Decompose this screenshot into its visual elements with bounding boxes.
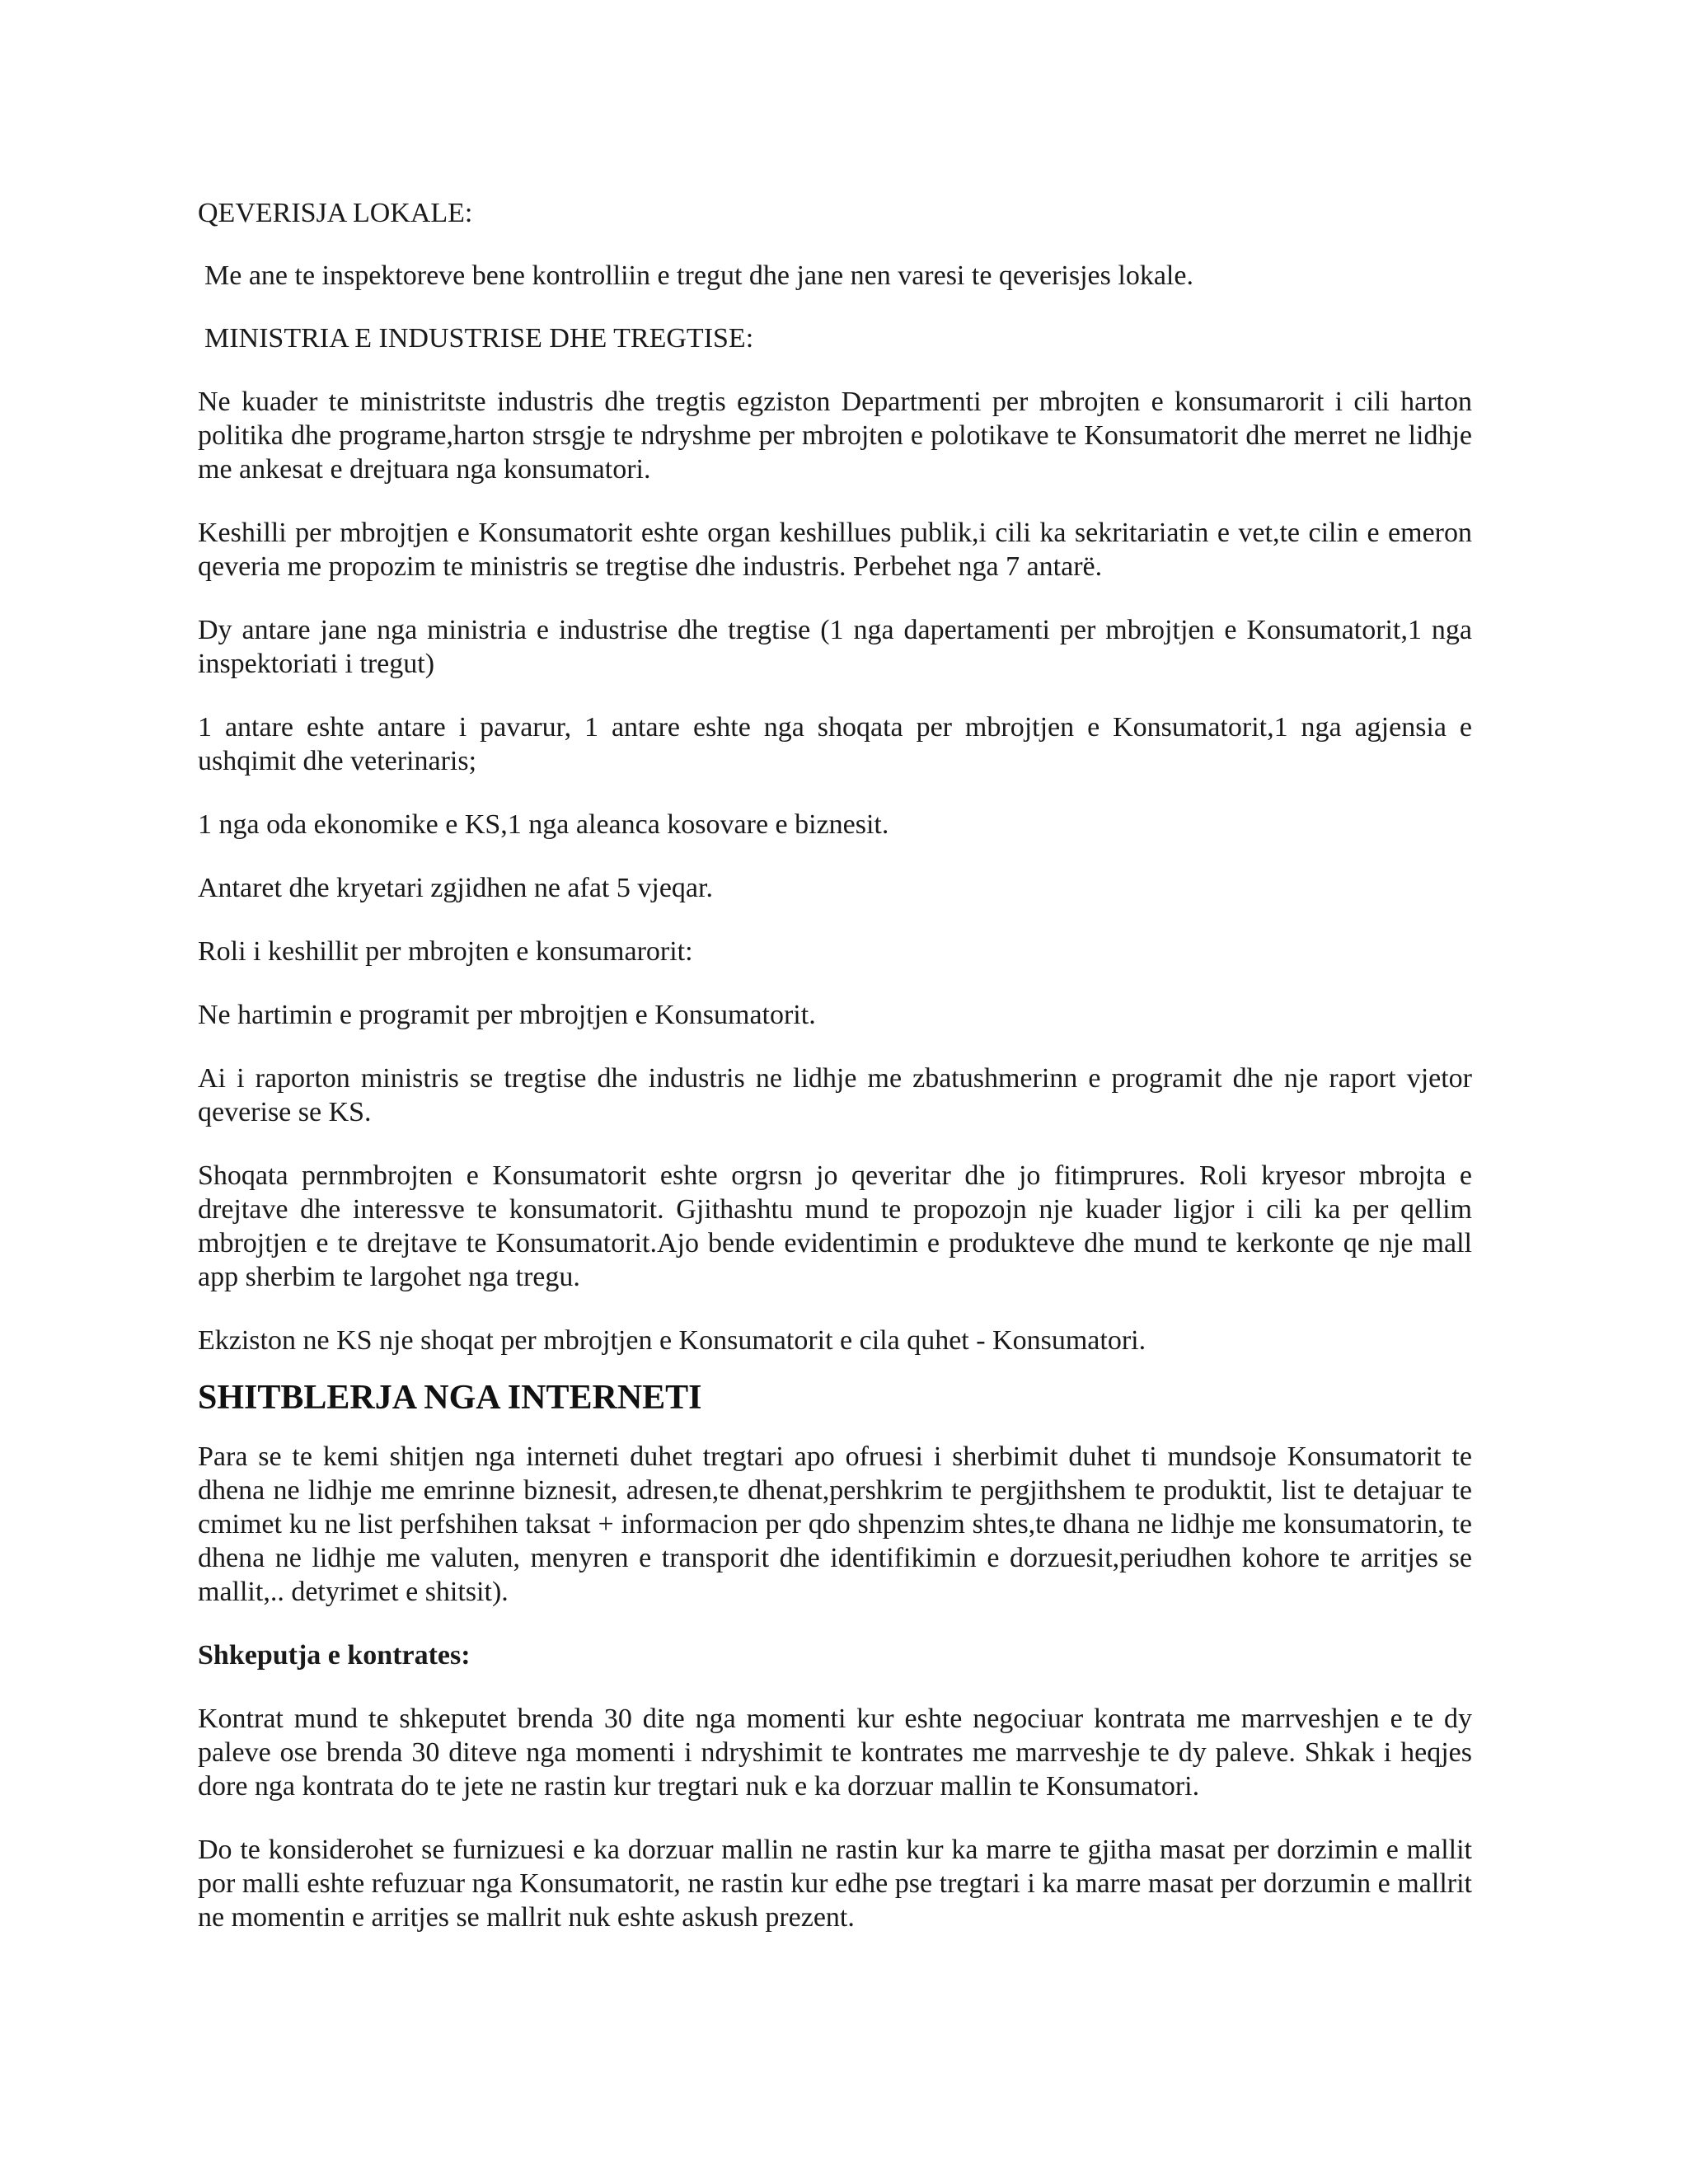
paragraph: Ne kuader te ministritste industris dhe tregtis egziston Departmenti per mbrojten e konsumarorit i cili harton politika dhe programe,harton strsgje te ndryshme per mbrojten e polotikave te Konsumatorit dhe merret ne lidhje me ankesat e drejtuara nga konsumatori. (198, 387, 1472, 485)
document-body (198, 196, 1472, 1934)
paragraph: Ai i raporton ministris se tregtise dhe industris ne lidhje me zbatushmerinn e programit dhe nje raport vjetor qeverise se KS. (198, 1063, 1472, 1127)
paragraph: Shoqata pernmbrojten e Konsumatorit eshte orgrsn jo qeveritar dhe jo fitimprures. Roli kryesor mbrojta e drejtave dhe interessve te konsumatorit. Gjithashtu mund te propozojn nje kuader ligjor i cili ka per qellim mbrojtjen e te drejtave te Konsumatorit.Ajo bende evidentimin e produkteve dhe mund te kerkonte qe nje mall app sherbim te largohet nga tregu. (198, 1160, 1472, 1292)
paragraph: Me ane te inspektoreve bene kontrolliin e tregut dhe jane nen varesi te qeverisjes lokale. (204, 260, 1193, 291)
section-title-ministry: MINISTRIA E INDUSTRISE DHE TREGTISE: (204, 323, 754, 354)
paragraph: Keshilli per mbrojtjen e Konsumatorit eshte organ keshillues publik,i cili ka sekritariatin e vet,te cilin e emeron qeveria me propozim te ministris se tregtise dhe industris. Perbehet nga 7 antarë. (198, 518, 1472, 582)
paragraph: Dy antare jane nga ministria e industrise dhe tregtise (1 nga dapertamenti per mbrojtjen e Konsumatorit,1 nga inspektoriati i tregut) (198, 615, 1472, 679)
paragraph: Roli i keshillit per mbrojten e konsumarorit: (198, 936, 693, 967)
section-title-local-government: QEVERISJA LOKALE: (198, 198, 473, 228)
paragraph: Do te konsiderohet se furnizuesi e ka dorzuar mallin ne rastin kur ka marre te gjitha masat per dorzimin e mallit por malli eshte refuzuar nga Konsumatorit, ne rastin kur edhe pse tregtari i ka marre masat per dorzumin e mallrit ne momentin e arritjes se mallrit nuk eshte askush prezent. (198, 1835, 1472, 1933)
paragraph: Kontrat mund te shkeputet brenda 30 dite nga momenti kur eshte negociuar kontrata me marrveshjen e te dy paleve ose brenda 30 diteve nga momenti i ndryshimit te kontrates me marrveshje te dy paleve. Shkak i heqjes dore nga kontrata do te jete ne rastin kur tregtari nuk e ka dorzuar mallin te Konsumatori. (198, 1704, 1472, 1802)
paragraph: Antaret dhe kryetari zgjidhen ne afat 5 vjeqar. (198, 873, 713, 903)
paragraph: Ne hartimin e programit per mbrojtjen e Konsumatorit. (198, 1000, 816, 1030)
paragraph: 1 nga oda ekonomike e KS,1 nga aleanca kosovare e biznesit. (198, 809, 889, 840)
paragraph: Para se te kemi shitjen nga interneti duhet tregtari apo ofruesi i sherbimit duhet ti mundsoje Konsumatorit te dhena ne lidhje me emrinne biznesit, adresen,te dhenat,pershkrim te pergjithshem te produktit, list te detajuar te cmimet ku ne list perfshihen taksat + informacion per qdo shpenzim shtes,te dhana ne lidhje me konsumatorin, te dhena ne lidhje me valuten, menyren e transporit dhe identifikimin e dorzuesit,periudhen kohore te arritjes se mallit,.. detyrimet e shitsit). (198, 1441, 1472, 1607)
paragraph: Ekziston ne KS nje shoqat per mbrojtjen e Konsumatorit e cila quhet - Konsumatori. (198, 1325, 1146, 1356)
subheading-contract-termination: Shkeputja e kontrates: (198, 1640, 471, 1671)
section-heading-online-shopping: SHITBLERJA NGA INTERNETI (198, 1379, 702, 1417)
paragraph: 1 antare eshte antare i pavarur, 1 antare eshte nga shoqata per mbrojtjen e Konsumatorit,1 nga agjensia e ushqimit dhe veterinaris; (198, 712, 1472, 776)
